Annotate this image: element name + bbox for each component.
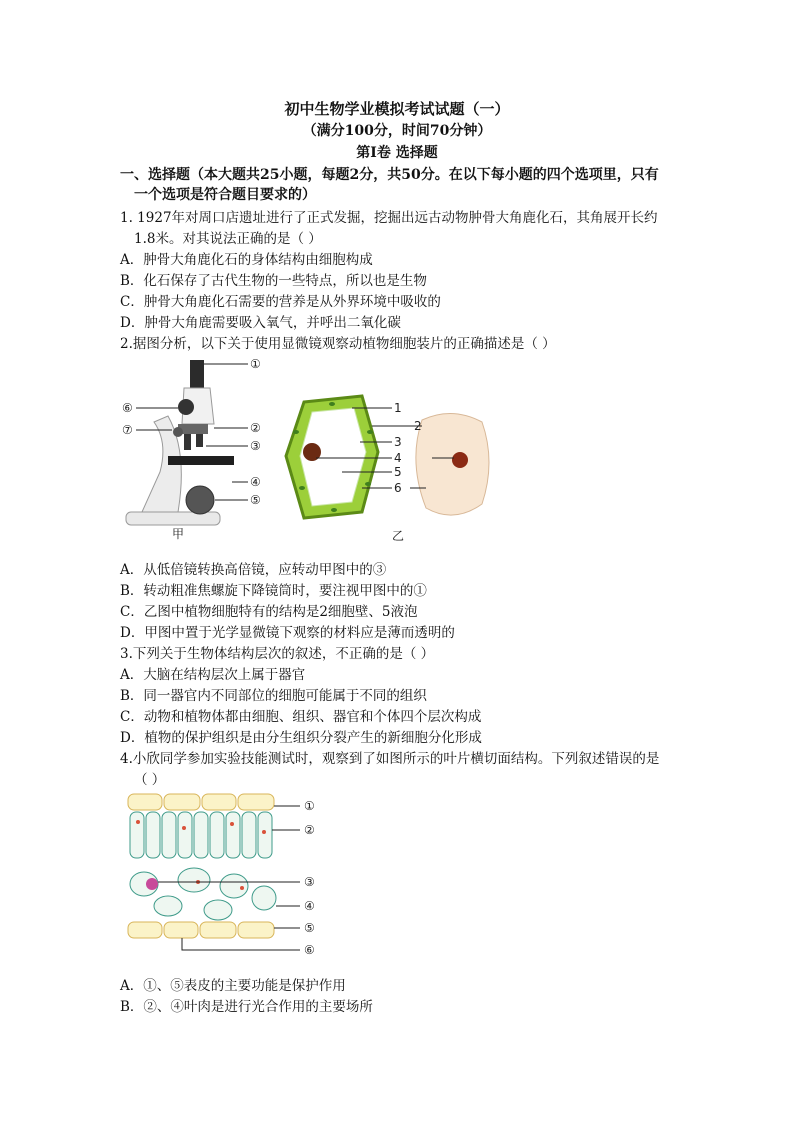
cell-figure <box>282 392 502 544</box>
q4-option-b: B．②、④叶肉是进行光合作用的主要场所 <box>120 999 373 1015</box>
cell-label-2: 2 <box>414 419 422 433</box>
fig-jia-caption: 甲 <box>172 527 185 541</box>
lower-epidermis <box>128 922 274 938</box>
micro-label-1: ① <box>250 357 261 371</box>
micro-label-2: ② <box>250 421 261 435</box>
part-heading: 第Ⅰ卷 选择题 <box>356 145 438 161</box>
cell-label-1: 1 <box>394 401 402 415</box>
q2-option-d: D．甲图中置于光学显微镜下观察的材料应是薄而透明的 <box>120 625 455 641</box>
cell-label-6: 6 <box>394 481 402 495</box>
q3-stem: 3.下列关于生物体结构层次的叙述，不正确的是（ ） <box>120 646 435 662</box>
micro-label-6: ⑥ <box>122 401 133 415</box>
cell-label-5: 5 <box>394 465 402 479</box>
reflector-mirror <box>186 486 214 514</box>
section-heading-line1: 一、选择题（本大题共25小题，每题2分，共50分。在以下每小题的四个选项里，只有 <box>120 167 659 183</box>
q1-option-c: C．肿骨大角鹿化石需要的营养是从外界环境中吸收的 <box>120 294 441 310</box>
q1-stem-line1: 1. 1927年对周口店遗址进行了正式发掘，挖掘出远古动物肿骨大角鹿化石，其角展开长约 <box>120 210 658 226</box>
q4-option-a: A．①、⑤表皮的主要功能是保护作用 <box>120 978 346 994</box>
q3-option-c: C．动物和植物体都由细胞、组织、器官和个体四个层次构成 <box>120 709 482 725</box>
micro-label-4: ④ <box>250 475 261 489</box>
q2-stem: 2.据图分析，以下关于使用显微镜观察动植物细胞装片的正确描述是（ ） <box>120 336 556 352</box>
leaf-label-1: ① <box>304 799 315 813</box>
q2-option-c: C．乙图中植物细胞特有的结构是2细胞壁、5液泡 <box>120 604 418 620</box>
leaf-label-3: ③ <box>304 875 315 889</box>
micro-label-7: ⑦ <box>122 423 133 437</box>
leaf-label-4: ④ <box>304 899 315 913</box>
objective-lens-2 <box>196 434 203 447</box>
microscope-base <box>126 512 220 525</box>
animal-cell <box>416 413 489 515</box>
q2-option-b: B．转动粗准焦螺旋下降镜筒时，要注视甲图中的① <box>120 583 427 599</box>
leaf-label-6: ⑥ <box>304 943 315 957</box>
palisade-tissue <box>130 812 272 858</box>
q3-option-b: B．同一器官内不同部位的细胞可能属于不同的组织 <box>120 688 427 704</box>
q4-stem-line1: 4.小欣同学参加实验技能测试时，观察到了如图所示的叶片横切面结构。下列叙述错误的是 <box>120 751 660 767</box>
exam-subtitle: （满分100分，时间70分钟） <box>302 123 492 139</box>
spongy-tissue <box>130 868 276 920</box>
coarse-adjustment-knob <box>178 399 194 415</box>
cell-label-4: 4 <box>394 451 402 465</box>
animal-nucleus <box>452 452 468 468</box>
q1-stem-line2: 1.8米。对其说法正确的是（ ） <box>134 231 322 247</box>
q1-option-d: D．肿骨大角鹿需要吸入氧气，并呼出二氧化碳 <box>120 315 401 331</box>
q3-option-d: D．植物的保护组织是由分生组织分裂产生的新细胞分化形成 <box>120 730 482 746</box>
leaf-cross-section-figure <box>124 788 334 964</box>
fig-yi-caption: 乙 <box>392 529 405 543</box>
exam-title: 初中生物学业模拟考试试题（一） <box>284 100 510 118</box>
section-heading-line2: 一个选项是符合题目要求的） <box>134 187 316 203</box>
q1-option-a: A．肿骨大角鹿化石的身体结构由细胞构成 <box>120 252 373 268</box>
q1-option-b: B．化石保存了古代生物的一些特点，所以也是生物 <box>120 273 427 289</box>
micro-label-3: ③ <box>250 439 261 453</box>
micro-label-5: ⑤ <box>250 493 261 507</box>
microscope-figure <box>120 352 270 542</box>
q4-stem-line2: （ ） <box>134 772 166 788</box>
leaf-vein <box>146 878 158 890</box>
leaf-label-5: ⑤ <box>304 921 315 935</box>
cell-label-3: 3 <box>394 435 402 449</box>
fine-adjustment-knob <box>173 427 183 437</box>
microscope-eyepiece <box>190 360 204 388</box>
microscope-stage <box>168 456 234 465</box>
q3-option-a: A．大脑在结构层次上属于器官 <box>120 667 306 683</box>
q2-option-a: A．从低倍镜转换高倍镜，应转动甲图中的③ <box>120 562 387 578</box>
objective-lens-1 <box>184 434 191 450</box>
leaf-label-2: ② <box>304 823 315 837</box>
upper-epidermis <box>128 794 274 810</box>
